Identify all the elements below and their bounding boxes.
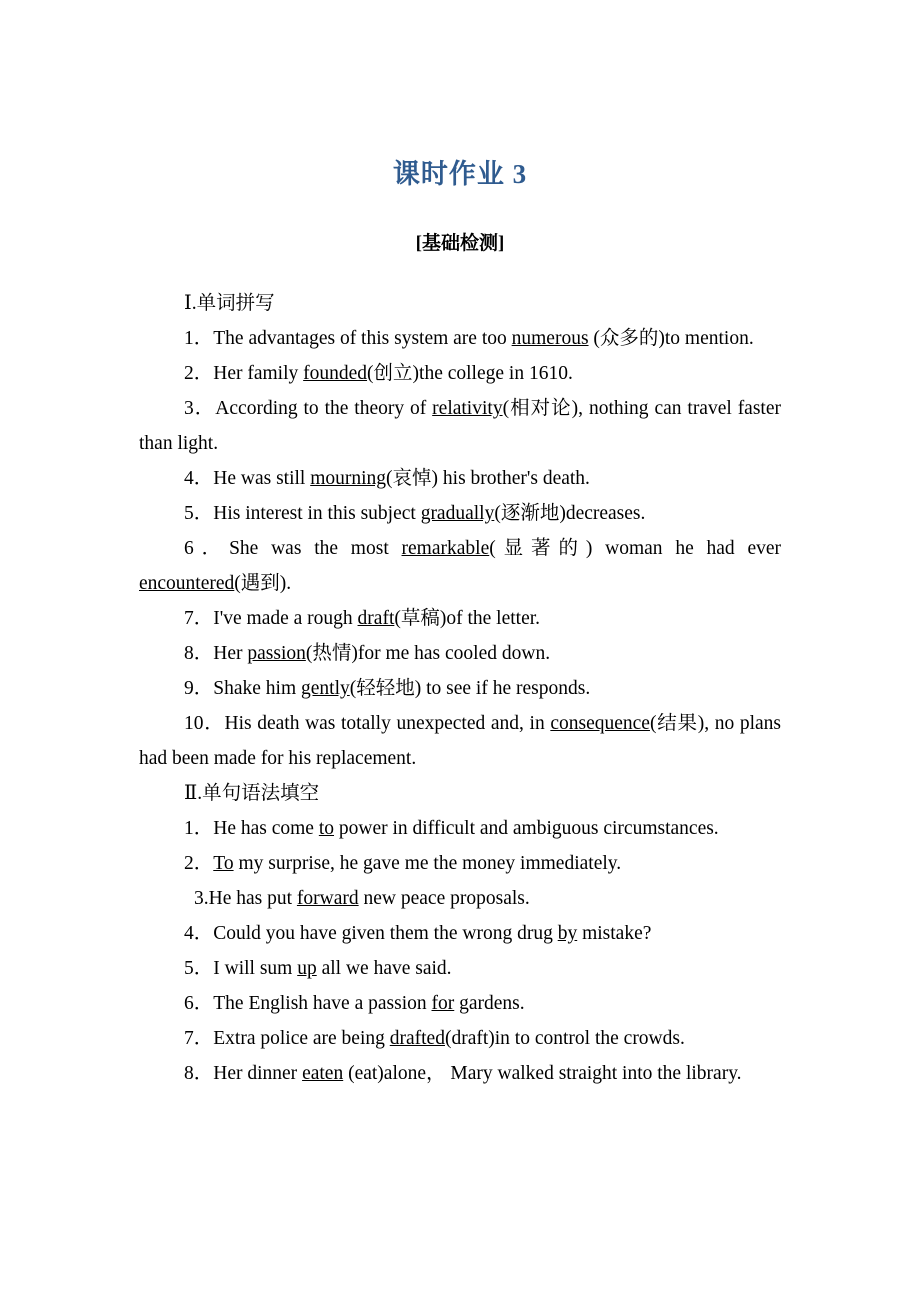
answer-word: relativity [432,398,503,419]
exercise-item: 8．Her passion(热情)for me has cooled down. [184,643,551,664]
answer-word: mourning [310,468,387,489]
answer-word: drafted [389,1028,445,1049]
answer-word: gradually [420,503,495,524]
answer-word: draft [357,608,395,629]
exercise-item: 6．The English have a passion for gardens. [184,993,525,1014]
exercise-item: 9．Shake him gently(轻轻地) to see if he responds. [184,678,591,699]
exercise-item: 2．Her family founded(创立)the college in 1610. [184,363,573,384]
answer-word: by [557,923,578,944]
answer-word: consequence [550,713,650,734]
exercise-item: 1．He has come to power in difficult and ambiguous circumstances. [184,818,719,839]
exercise-item: 3.He has put forward new peace proposals. [194,888,530,909]
section-subtitle: [基础检测] [415,233,505,254]
answer-word: passion [247,643,306,664]
exercise-item: 5．I will sum up all we have said. [184,958,452,979]
section-heading-grammar: Ⅱ.单句语法填空 [184,783,320,804]
exercise-item: 4．He was still mourning(哀悼) his brother's death. [184,468,590,489]
answer-word: for [431,993,455,1014]
exercise-item: 7．I've made a rough draft(草稿)of the letter. [184,608,541,629]
answer-word: numerous [511,328,589,349]
exercise-item: 10．His death was totally unexpected and, in consequence(结果), no plans had been made for his replacement. [139,713,781,769]
answer-word: encountered [139,573,235,594]
exercise-item: 5．His interest in this subject gradually(逐渐地)decreases. [184,503,646,524]
answer-word: up [297,958,317,979]
exercise-item: 6．She was the most remarkable(显著的) woman he had ever encountered(遇到). [139,538,781,594]
exercise-item: 7．Extra police are being drafted(draft)in to control the crowds. [184,1028,685,1049]
answer-word: gently [301,678,350,699]
answer-word: to [318,818,335,839]
answer-word: founded [303,363,368,384]
exercise-item: 8．Her dinner eaten (eat)alone， Mary walked straight into the library. [184,1063,742,1084]
page-title: 课时作业 3 [392,159,528,189]
exercise-item: 2．To my surprise, he gave me the money immediately. [184,853,622,874]
exercise-item: 1．The advantages of this system are too numerous (众多的)to mention. [184,328,754,349]
exercise-item: 4．Could you have given them the wrong drug by mistake? [184,923,652,944]
answer-word: eaten [302,1063,344,1084]
exercise-item: 3．According to the theory of relativity(相对论), nothing can travel faster than light. [139,398,781,454]
answer-word: forward [296,888,359,909]
answer-word: remarkable [401,538,490,559]
document-body [139,286,781,1091]
section-heading-spelling: Ⅰ.单词拼写 [184,293,275,314]
answer-word: To [213,853,234,874]
